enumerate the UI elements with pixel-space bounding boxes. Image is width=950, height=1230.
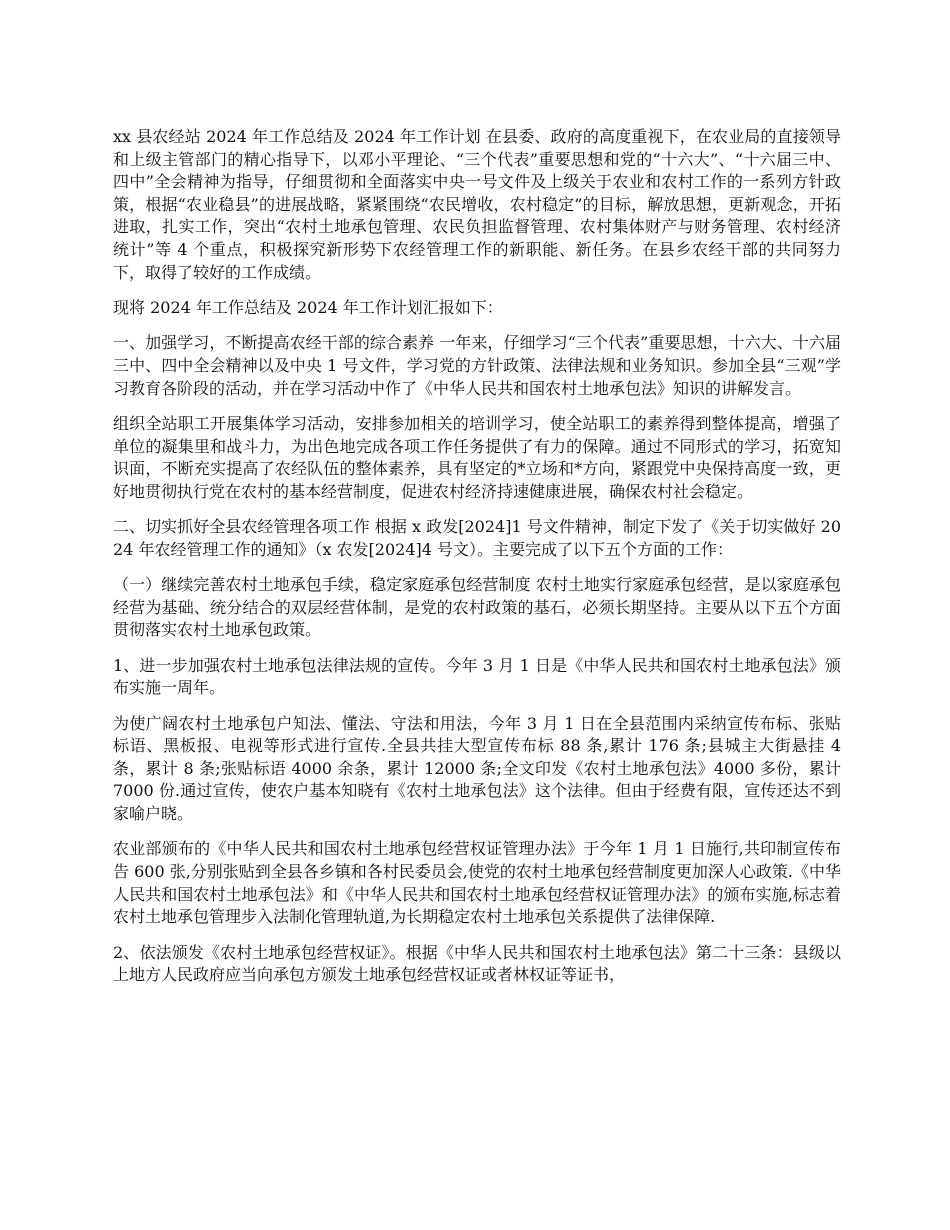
document-page	[113, 126, 841, 1000]
paragraph-intro: xx 县农经站 2024 年工作总结及 2024 年工作计划 在县委、政府的高度重视下，在农业局的直接领导和上级主管部门的精心指导下，以邓小平理论、“三个代表”重要思想和党的“十六大”、“十六届三中、四中”全会精神为指导，仔细贯彻和全面落实中央一号文件及上级关于农业和农村工作的一系列方针政策，根据“农业稳县”的进展战略，紧紧围绕“农民增收，农村稳定”的目标，解放思想，更新观念，开拓进取，扎实工作，突出“农村土地承包管理、农民负担监督管理、农村集体财产与财务管理、农村经济统计”等 4 个重点，积极探究新形势下农经管理工作的新职能、新任务。在县乡农经干部的共同努力下，取得了较好的工作成绩。	[113, 127, 841, 282]
paragraph-subsection-1: （一）继续完善农村土地承包手续，稳定家庭承包经营制度 农村土地实行家庭承包经营，是以家庭承包经营为基础、统分结合的双层经营体制，是党的农村政策的基石，必须长期坚持。主要从以下五个方面贯彻落实农村土地承包政策。	[113, 575, 841, 640]
paragraph-section-1: 一、加强学习，不断提高农经干部的综合素养 一年来，仔细学习“三个代表”重要思想，十六大、十六届三中、四中全会精神以及中央 1 号文件，学习党的方针政策、法律法规和业务知识。参加全县“三观”学习教育各阶段的活动，并在学习活动中作了《中华人民共和国农村土地承包法》知识的讲解发言。	[113, 333, 841, 398]
paragraph-report-intro: 现将 2024 年工作总结及 2024 年工作计划汇报如下：	[113, 297, 503, 317]
paragraph-section-1-body: 组织全站职工开展集体学习活动，安排参加相关的培训学习，使全站职工的素养得到整体提高，增强了单位的凝集里和战斗力，为出色地完成各项工作任务提供了有力的保障。通过不同形式的学习，拓宽知识面，不断充实提高了农经队伍的整体素养，具有坚定的*立场和*方向，紧跟党中央保持高度一致，更好地贯彻执行党在农村的基本经营制度，促进农村经济持速健康进展，确保农村社会稳定。	[113, 413, 841, 501]
paragraph-item-1-regulation: 农业部颁布的《中华人民共和国农村土地承包经营权证管理办法》于今年 1 月 1 日施行,共印制宣传布告 600 张,分别张贴到全县各乡镇和各村民委员会,使党的农村土地承包经营制度更加深人心政策.《中华人民共和国农村土地承包法》和《中华人民共和国农村土地承包经营权证管理办法》的颁布实施,标志着农村土地承包管理步入法制化管理轨道,为长期稳定农村土地承包关系提供了法律保障.	[113, 839, 841, 927]
paragraph-item-1: 1、进一步加强农村土地承包法律法规的宣传。今年 3 月 1 日是《中华人民共和国农村土地承包法》颁布实施一周年。	[113, 655, 841, 698]
paragraph-item-1-body: 为使广阔农村土地承包户知法、懂法、守法和用法，今年 3 月 1 日在全县范围内采纳宣传布标、张贴标语、黑板报、电视等形式进行宣传.全县共挂大型宣传布标 88 条,累计 176 条;县城主大街悬挂 4 条，累计 8 条;张贴标语 4000 余条，累计 12000 条;全文印发《农村土地承包法》4000 多份，累计 7000 份.通过宣传，使农户基本知晓有《农村土地承包法》这个法律。但由于经费有限，宣传还达不到家喻户晓。	[113, 713, 841, 824]
paragraph-item-2: 2、依法颁发《农村土地承包经营权证》。根据《中华人民共和国农村土地承包法》第二十三条：县级以上地方人民政府应当向承包方颁发土地承包经营权证或者林权证等证书，	[113, 942, 841, 985]
paragraph-section-2: 二、切实抓好全县农经管理各项工作 根据 x 政发[2024]1 号文件精神，制定下发了《关于切实做好 2024 年农经管理工作的通知》（x 农发[2024]4 号文）。主要完成了以下五个方面的工作：	[113, 517, 841, 559]
